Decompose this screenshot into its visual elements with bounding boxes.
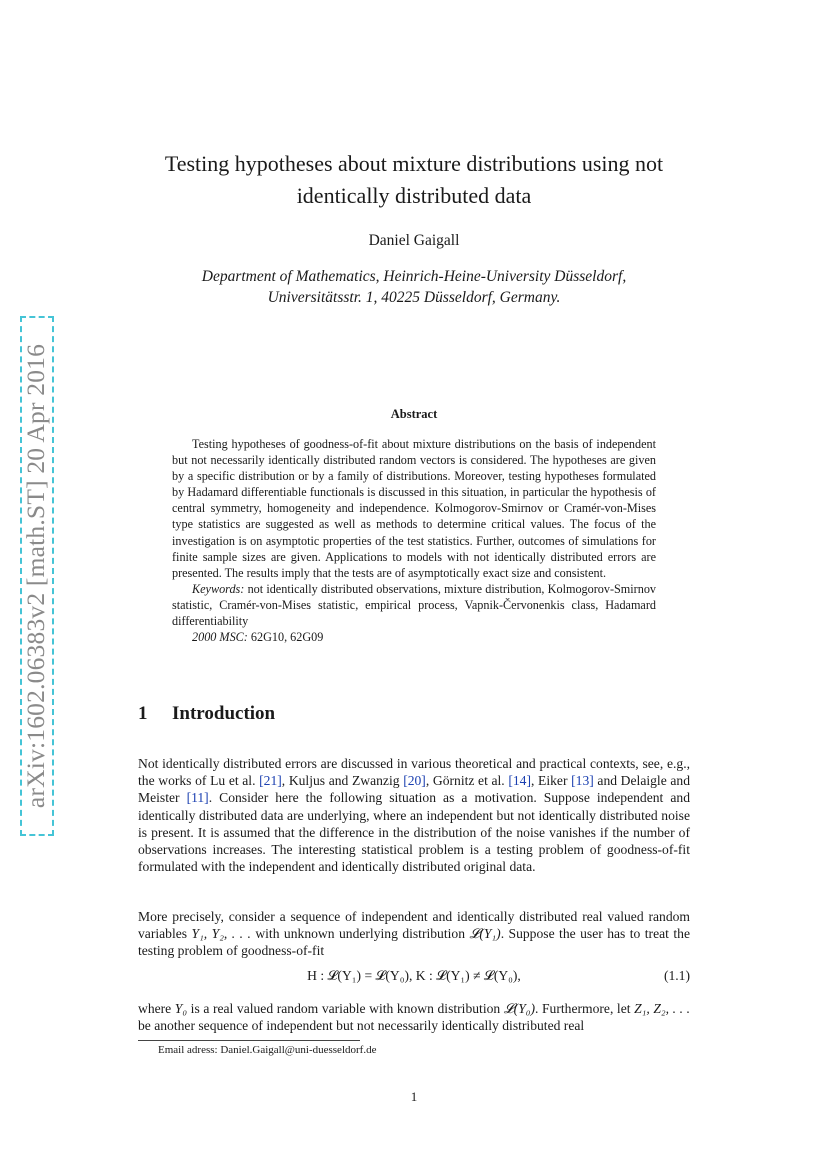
text-run: . Furthermore, let bbox=[535, 1001, 635, 1016]
equation-body: H : 𝓛(Y₁) = 𝓛(Y₀), K : 𝓛(Y₁) ≠ 𝓛(Y₀), bbox=[307, 968, 521, 983]
text-run: be another sequence of independent but not necessarily identically distributed real bbox=[138, 1018, 585, 1034]
abstract-block bbox=[172, 436, 656, 645]
text-run: , Eiker bbox=[531, 773, 572, 789]
intro-paragraph-3 bbox=[138, 1000, 690, 1034]
math-y-sequence: Y₁, Y₂, . . . bbox=[191, 926, 251, 942]
author-affiliation bbox=[120, 266, 708, 308]
arxiv-identifier[interactable]: arXiv:1602.06383v2 [math.ST] 20 Apr 2016 bbox=[21, 343, 50, 809]
keywords bbox=[172, 581, 656, 629]
math-z-sequence: Z₁, Z₂, . . . bbox=[634, 1001, 690, 1016]
citation-link-13[interactable]: [13] bbox=[571, 773, 594, 789]
msc-codes bbox=[172, 629, 656, 645]
section-title: Introduction bbox=[172, 703, 276, 724]
text-run: . Suppose the user has to treat the testing problem of goodness-of-fit bbox=[138, 926, 690, 959]
text-run: Not identically distributed errors are discussed in various theoretical and practical contexts, see, e.g., the works of Lu et al. bbox=[138, 756, 690, 789]
math-y0: Y₀ bbox=[174, 1001, 188, 1016]
affiliation-line-2: Universitätsstr. 1, 40225 Düsseldorf, Germany. bbox=[267, 289, 561, 306]
text-run: where bbox=[138, 1001, 175, 1016]
keywords-label: Keywords: bbox=[192, 581, 245, 596]
keywords-text: not identically distributed observations, mixture distribution, Kolmogorov-Smirnov statistic, Cramér-von-Mises statistic, empirical process, Vapnik-Červonenkis class, Hadamard differentiability bbox=[172, 581, 657, 629]
abstract-text: Testing hypotheses of goodness-of-fit about mixture distributions on the basis of independent but not necessarily identically distributed random vectors is considered. The hypotheses are given by a specific distribution or by a family of distributions. Moreover, testing hypotheses formulated by Hadamard differentiable functionals is discussed in this situation, in particular the hypothesis of central symmetry, homogeneity and independence. Kolmogorov-Smirnov or Cramér-von-Mises type statistics are suggested as well as methods to determine critical values. The focus of the investigation is on asymptotic properties of the test statistics. Further, outcomes of simulations for finite sample sizes are given. Applications to models with not identically distributed errors are presented. The results imply that the tests are of asymptotically exact size and consistent. bbox=[172, 437, 656, 580]
section-heading-introduction bbox=[138, 703, 275, 725]
paper-title: Testing hypotheses about mixture distributions using not identically distributed data bbox=[164, 151, 664, 208]
citation-link-21[interactable]: [21] bbox=[259, 773, 282, 789]
affiliation-line-1: Department of Mathematics, Heinrich-Heine-University Düsseldorf, bbox=[201, 268, 627, 285]
text-run: , Kuljus and Zwanzig bbox=[281, 773, 404, 789]
text-run: with unknown underlying distribution bbox=[250, 926, 470, 942]
math-law-y0: 𝓛(Y₀) bbox=[503, 1001, 536, 1016]
citation-link-11[interactable]: [11] bbox=[186, 790, 209, 806]
text-run: is a real valued random variable with known distribution bbox=[187, 1001, 504, 1016]
section-number: 1 bbox=[138, 703, 148, 724]
text-run: and Delaigle and Meister bbox=[138, 773, 690, 806]
intro-paragraph-1 bbox=[138, 755, 690, 875]
footnote-email: Email adress: Daniel.Gaigall@uni-duesseldorf.de bbox=[158, 1044, 377, 1056]
text-run: . Consider here the following situation as a motivation. Suppose independent and identically distributed data are underlying, where an independent but not identically distributed noise is present. It is assumed that the difference in the distribution of the noise vanishes if the number of observations increases. The interesting statistical problem is a testing problem of goodness-of-fit formulated with the independent and identically distributed original data. bbox=[138, 790, 690, 875]
footnote-divider bbox=[138, 1040, 360, 1041]
msc-label: 2000 MSC: bbox=[192, 630, 248, 645]
author-name: Daniel Gaigall bbox=[368, 232, 460, 249]
intro-paragraph-2 bbox=[138, 908, 690, 960]
text-run: More precisely, consider a sequence of independent and identically distributed real valued random variables bbox=[138, 909, 690, 942]
page-number: 1 bbox=[410, 1089, 418, 1104]
math-law-y1: 𝓛(Y₁) bbox=[469, 926, 501, 942]
text-run: , Görnitz et al. bbox=[425, 773, 509, 789]
msc-text: 62G10, 62G09 bbox=[250, 630, 324, 645]
abstract-heading: Abstract bbox=[390, 407, 438, 421]
citation-link-14[interactable]: [14] bbox=[508, 773, 531, 789]
equation-number: (1.1) bbox=[663, 968, 690, 983]
citation-link-20[interactable]: [20] bbox=[403, 773, 426, 789]
